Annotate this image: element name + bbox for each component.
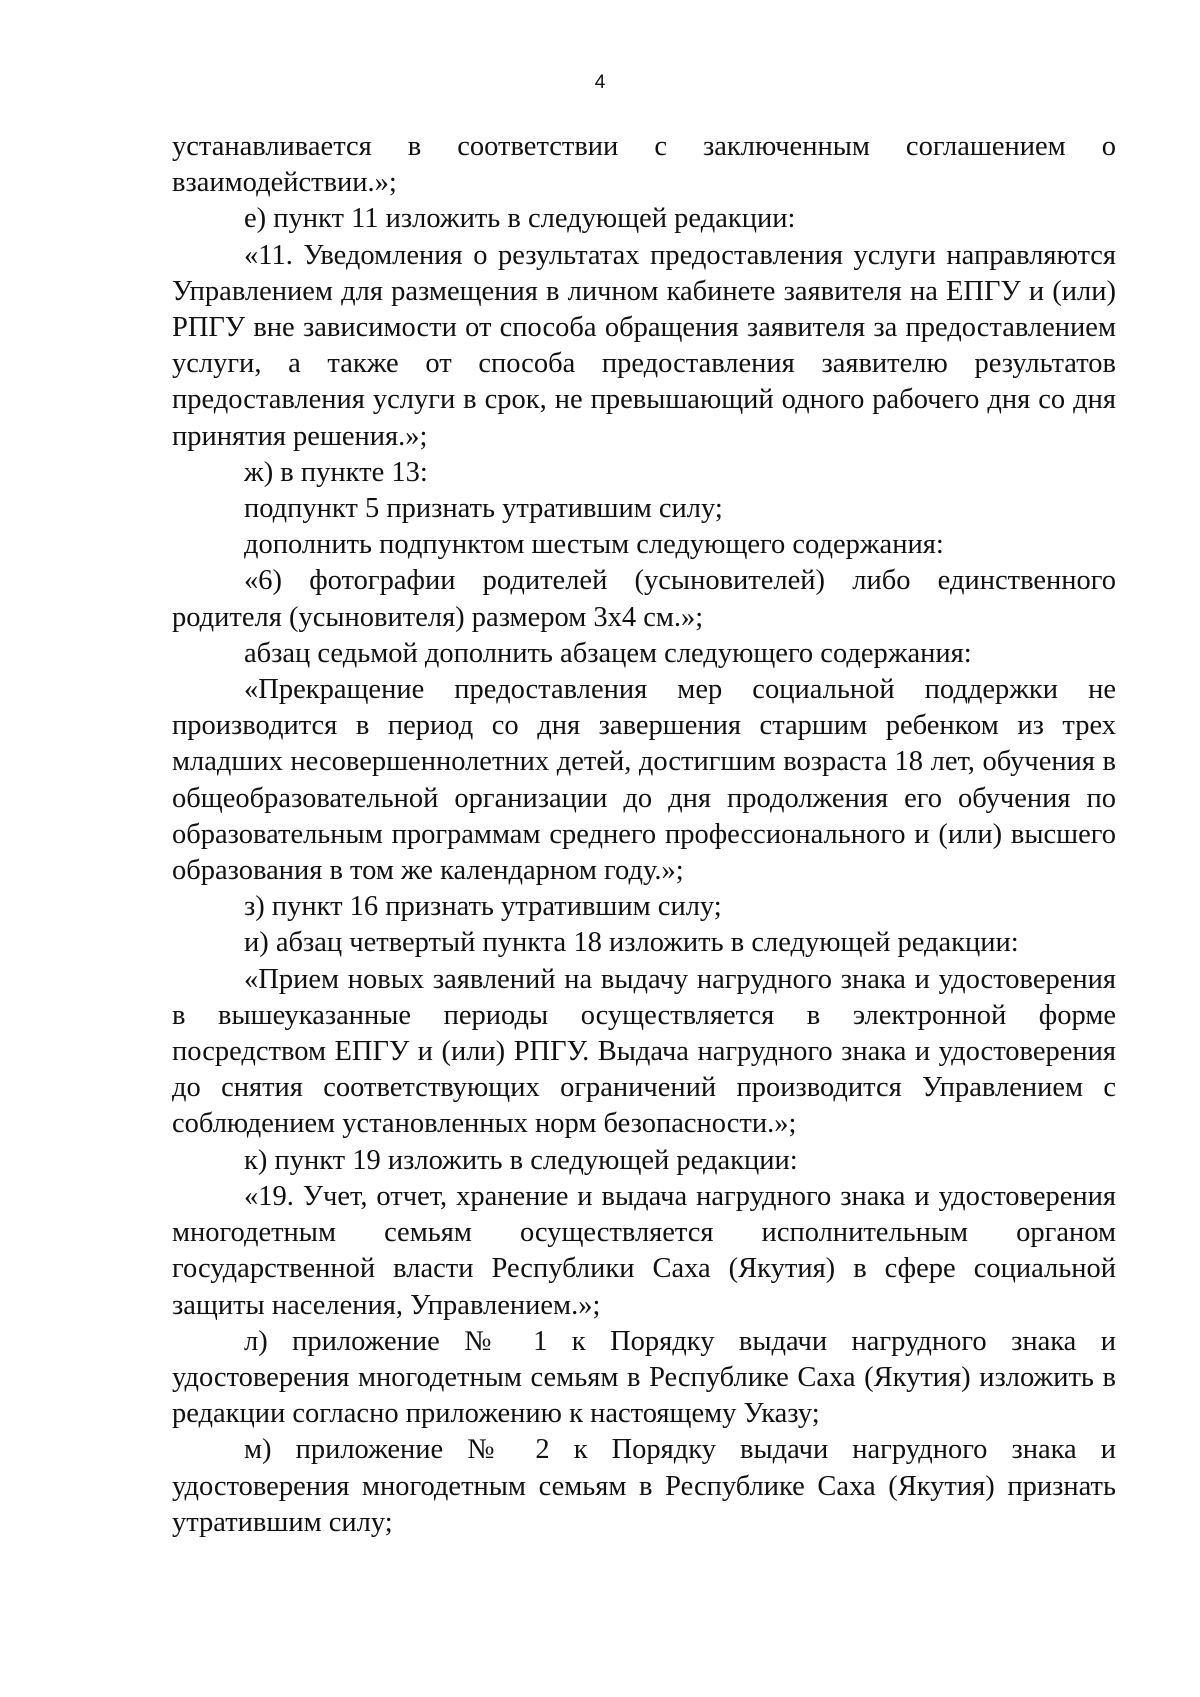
item-zh-paragraph-7-quote: «Прекращение предоставления мер социальной поддержки не производится в период со дня завершения старшим ребенком из трех младших несовершеннолетних детей, достигшим возраста 18 лет, обучения в общеобразовательной организации до дня продолжения его обучения по образовательным программам среднего профессионального и (или) высшего образования в том же календарном году.»; bbox=[172, 674, 1116, 887]
item-k-heading: к) пункт 19 изложить в следующей редакции: bbox=[244, 1144, 798, 1176]
item-l: л) приложение № 1 к Порядку выдачи нагрудного знака и удостоверения многодетным семьям в Республике Саха (Якутия) изложить в редакции согласно приложению к настоящему Указу; bbox=[172, 1325, 1116, 1430]
paragraph-continuation: устанавливается в соответствии с заключенным соглашением о взаимодействии.»; bbox=[172, 131, 1116, 199]
item-zh-subpoint-6-quote: «6) фотографии родителей (усыновителей) либо единственного родителя (усыновителя) размером 3х4 см.»; bbox=[172, 565, 1116, 633]
item-zh-heading: ж) в пункте 13: bbox=[244, 456, 428, 488]
item-z: з) пункт 16 признать утратившим силу; bbox=[244, 891, 722, 923]
item-i-quote: «Прием новых заявлений на выдачу нагрудного знака и удостоверения в вышеуказанные периоды осуществляется в электронной форме посредством ЕПГУ и (или) РПГУ. Выдача нагрудного знака и удостоверения до снятия соответствующих ограничений производится Управлением с соблюдением установленных норм безопасности.»; bbox=[172, 963, 1116, 1140]
item-i-heading: и) абзац четвертый пункта 18 изложить в следующей редакции: bbox=[244, 927, 1019, 959]
item-k-quote: «19. Учет, отчет, хранение и выдача нагрудного знака и удостоверения многодетным семьям осуществляется исполнительным органом государственной власти Республики Саха (Якутия) в сфере социальной защиты населения, Управлением.»; bbox=[172, 1180, 1116, 1321]
page-number: 4 bbox=[594, 72, 606, 93]
item-m: м) приложение № 2 к Порядку выдачи нагрудного знака и удостоверения многодетным семьям в Республике Саха (Якутия) признать утратившим силу; bbox=[172, 1434, 1116, 1538]
document-body bbox=[172, 129, 1116, 1541]
item-e-heading: е) пункт 11 изложить в следующей редакции: bbox=[244, 203, 796, 235]
item-zh-add-subpoint: дополнить подпунктом шестым следующего содержания: bbox=[244, 529, 944, 561]
item-e-quote: «11. Уведомления о результатах предоставления услуги направляются Управлением для размещения в личном кабинете заявителя на ЕПГУ и (или) РПГУ вне зависимости от способа обращения заявителя за предоставлением услуги, а также от способа предоставления заявителю результатов предоставления услуги в срок, не превышающий одного рабочего дня со дня принятия решения.»; bbox=[172, 239, 1116, 452]
item-zh-paragraph-7: абзац седьмой дополнить абзацем следующего содержания: bbox=[244, 637, 972, 669]
item-zh-subpoint-5: подпункт 5 признать утратившим силу; bbox=[244, 493, 723, 525]
